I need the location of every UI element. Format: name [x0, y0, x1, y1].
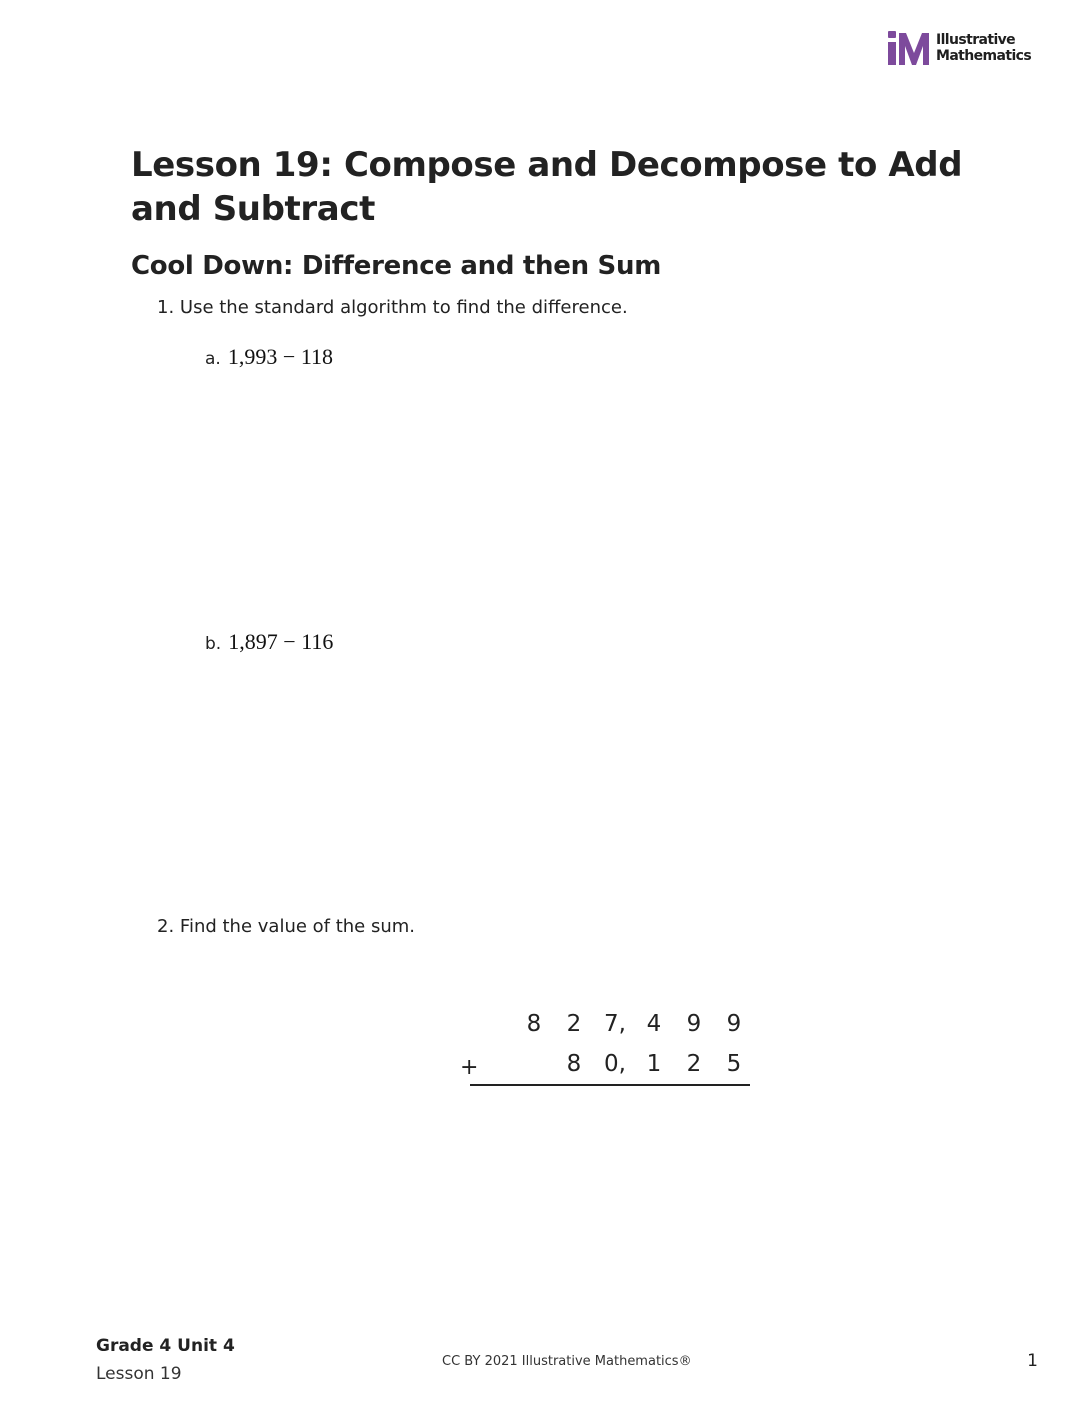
footer-grade-unit: Grade 4 Unit 4 — [96, 1336, 235, 1356]
problem-1a-expression: 1,993 − 118 — [227, 344, 334, 369]
addend-2-digit: 2 — [686, 1051, 702, 1077]
logo-wordmark — [936, 32, 1031, 64]
footer-lesson: Lesson 19 — [96, 1364, 182, 1384]
problem-1-prompt: 1. Use the standard algorithm to find the difference. — [157, 297, 628, 318]
footer-copyright: CC BY 2021 Illustrative Mathematics® — [442, 1354, 692, 1369]
addend-1-digit: 8 — [526, 1011, 542, 1037]
problem-1a-letter: a. — [205, 349, 221, 369]
addend-1-digit: 2 — [566, 1011, 582, 1037]
problem-1b-expression: 1,897 − 116 — [228, 629, 334, 654]
sum-underline — [470, 1084, 750, 1086]
addend-2-digit: 1 — [646, 1051, 662, 1077]
addend-2-digit: 8 — [566, 1051, 582, 1077]
problem-1a — [205, 344, 333, 370]
plus-sign: + — [460, 1055, 479, 1080]
addend-2-digit: 5 — [726, 1051, 742, 1077]
im-logo-icon — [888, 31, 930, 65]
addend-2-digit: 0, — [604, 1051, 626, 1077]
addend-row-1 — [460, 1008, 760, 1042]
addend-1-digit: 9 — [686, 1011, 702, 1037]
lesson-title: Lesson 19: Compose and Decompose to Add and Subtract — [131, 145, 963, 229]
addend-1-digit: 9 — [726, 1011, 742, 1037]
addend-1-digit: 7, — [604, 1011, 626, 1037]
problem-1b — [205, 629, 333, 655]
logo-line-2: Mathematics — [936, 48, 1032, 64]
vertical-addition — [460, 1008, 760, 1098]
illustrative-mathematics-logo — [888, 31, 1031, 65]
problem-1b-letter: b. — [205, 634, 222, 654]
addend-1-digit: 4 — [646, 1011, 662, 1037]
page-number: 1 — [1027, 1351, 1038, 1371]
logo-line-1: Illustrative — [936, 32, 1016, 48]
addend-row-2 — [460, 1048, 760, 1082]
problem-2-prompt: 2. Find the value of the sum. — [157, 916, 416, 937]
cool-down-heading: Cool Down: Difference and then Sum — [131, 251, 661, 281]
